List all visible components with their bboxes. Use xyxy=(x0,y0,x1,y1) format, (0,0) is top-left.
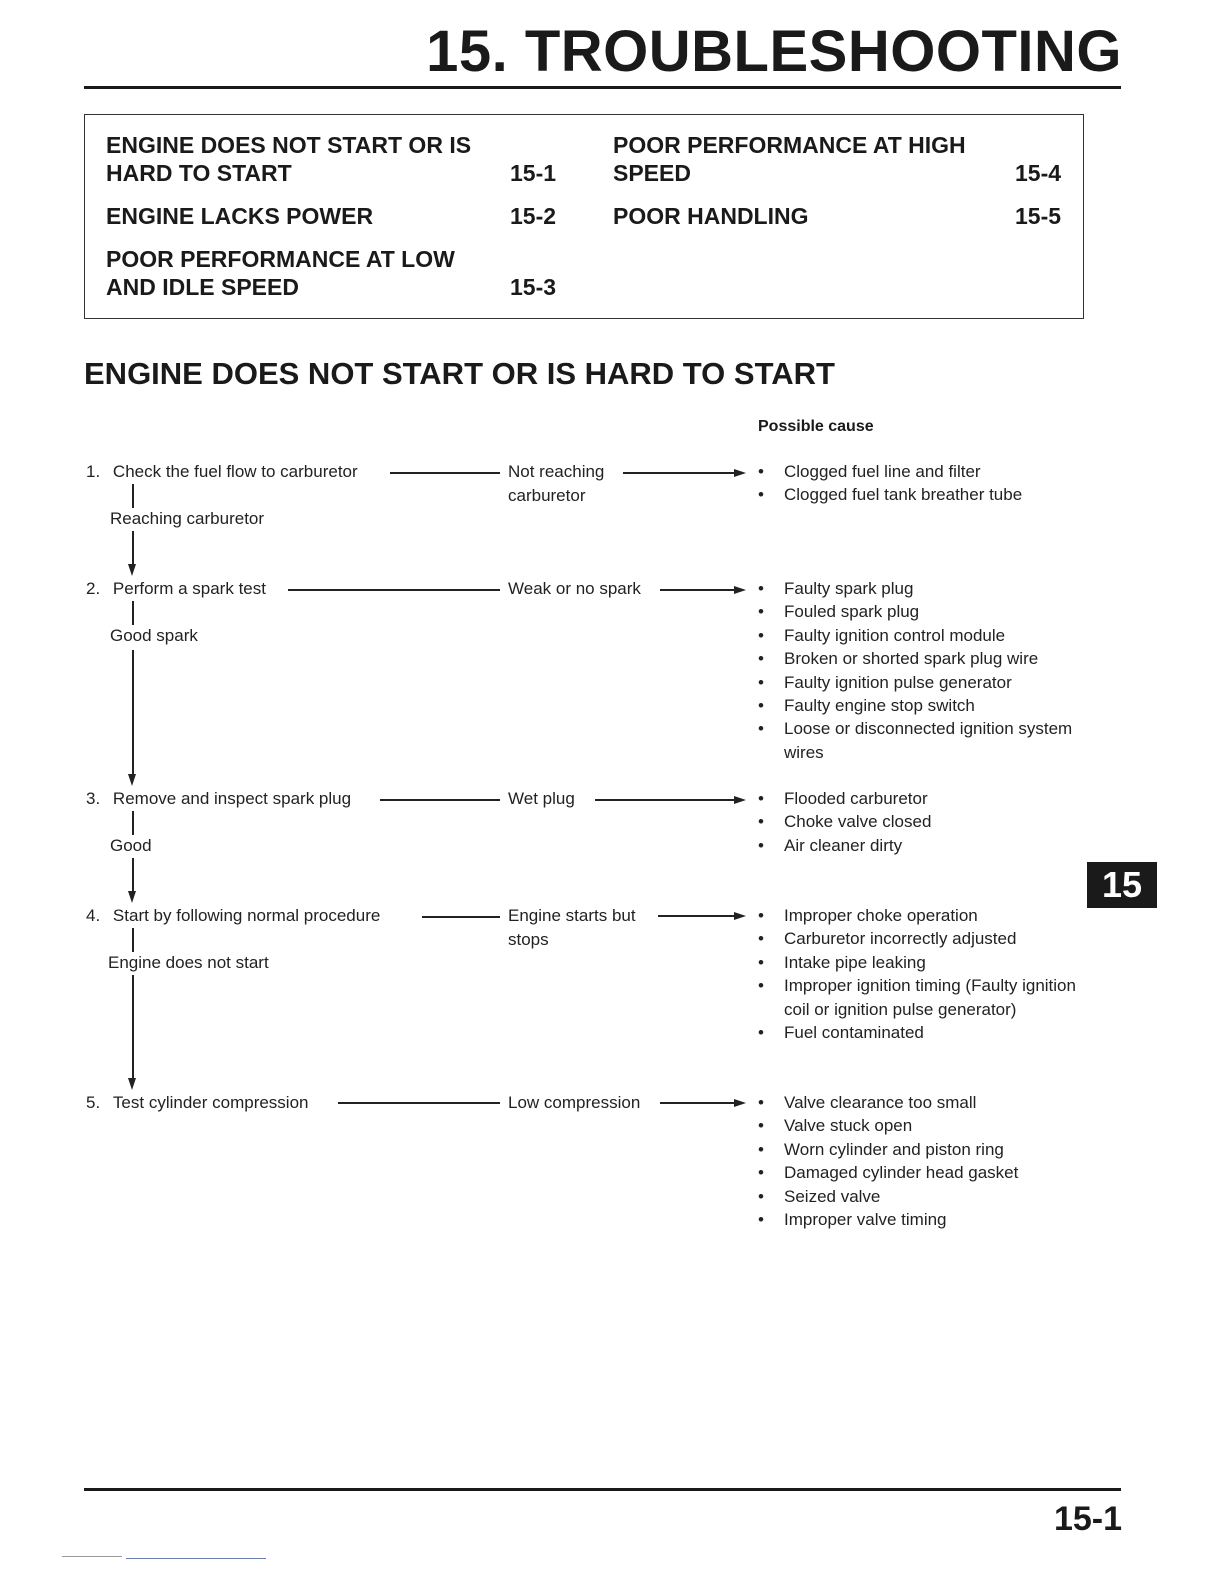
step-5-arrow-line xyxy=(660,1102,735,1104)
toc-item-3-page: 15-3 xyxy=(510,274,557,300)
step-4-causes xyxy=(758,904,1084,1044)
cause-item: • Valve clearance too small xyxy=(758,1093,977,1112)
toc-item-4-title[interactable]: POOR PERFORMANCE AT HIGH SPEED xyxy=(613,132,966,186)
step-2-pass-label: Good spark xyxy=(110,626,198,645)
step-2-causes xyxy=(758,577,1084,764)
step-4-arrow-line xyxy=(658,915,735,917)
cause-item: • Faulty spark plug xyxy=(758,579,914,598)
step-1-down-arrow-icon xyxy=(128,564,136,576)
cause-item: • Flooded carburetor xyxy=(758,789,928,808)
step-4-pass-tick xyxy=(132,928,134,952)
possible-cause-header: Possible cause xyxy=(758,418,874,435)
step-1-connector xyxy=(390,472,500,474)
cause-item: • Improper ignition timing (Faulty ignition coil or ignition pulse generator) xyxy=(758,976,1076,1019)
step-3-pass-tick xyxy=(132,811,134,835)
footer-mark xyxy=(62,1556,122,1557)
step-4-arrow-icon xyxy=(734,912,746,920)
cause-item: • Improper valve timing xyxy=(758,1210,947,1230)
cause-item: • Improper choke operation xyxy=(758,906,978,925)
step-5-arrow-icon xyxy=(734,1099,746,1107)
step-2-pass-tick xyxy=(132,601,134,625)
step-2-down-arrow-icon xyxy=(128,774,136,786)
toc-item-1-page: 15-1 xyxy=(510,160,557,186)
page-number: 15-1 xyxy=(1053,1500,1122,1538)
toc-item-4-page: 15-4 xyxy=(1015,160,1062,186)
step-5-connector xyxy=(338,1102,500,1104)
step-3-connector xyxy=(380,799,500,801)
cause-item: • Carburetor incorrectly adjusted xyxy=(758,929,1017,949)
cause-item: • Faulty ignition pulse generator xyxy=(758,672,1012,692)
cause-item: • Fouled spark plug xyxy=(758,602,920,622)
step-4-connector xyxy=(422,916,500,918)
cause-item: • Damaged cylinder head gasket xyxy=(758,1163,1019,1183)
step-4-down-arrow-icon xyxy=(128,1078,136,1090)
cause-item: • Intake pipe leaking xyxy=(758,952,926,972)
step-1-pass-tick xyxy=(132,484,134,508)
toc-item-1-title[interactable]: ENGINE DOES NOT START OR IS HARD TO START xyxy=(106,132,472,186)
toc-item-3-title[interactable]: POOR PERFORMANCE AT LOW AND IDLE SPEED xyxy=(106,246,455,300)
step-4: 4. Start by following normal procedure xyxy=(86,906,381,925)
cause-item: • Clogged fuel line and filter xyxy=(758,462,981,481)
cause-item: • Worn cylinder and piston ring xyxy=(758,1139,1004,1159)
footer-rule xyxy=(84,1488,1121,1491)
step-1-arrow-icon xyxy=(734,469,746,477)
step-2-connector xyxy=(288,589,500,591)
step-5: 5. Test cylinder compression xyxy=(86,1093,309,1112)
cause-item: • Seized valve xyxy=(758,1186,881,1206)
cause-item: • Broken or shorted spark plug wire xyxy=(758,649,1039,669)
step-1-causes xyxy=(758,460,1084,507)
cause-item: • Loose or disconnected ignition system wires xyxy=(758,719,1073,762)
cause-item: • Choke valve closed xyxy=(758,812,932,832)
cause-item: • Faulty ignition control module xyxy=(758,625,1006,645)
step-1: 1. Check the fuel flow to carburetor xyxy=(86,462,358,481)
footer-mark xyxy=(126,1558,266,1559)
step-2: 2. Perform a spark test xyxy=(86,579,266,598)
step-3-pass-label: Good xyxy=(110,836,152,855)
section-heading: ENGINE DOES NOT START OR IS HARD TO START xyxy=(84,356,835,391)
step-3-arrow-icon xyxy=(734,796,746,804)
step-1-arrow-line xyxy=(623,472,735,474)
cause-item: • Air cleaner dirty xyxy=(758,835,903,855)
toc-item-5-title[interactable]: POOR HANDLING xyxy=(613,203,809,229)
step-1-pass-label: Reaching carburetor xyxy=(110,509,265,528)
cause-item: • Valve stuck open xyxy=(758,1116,913,1136)
step-3: 3. Remove and inspect spark plug xyxy=(86,789,352,808)
step-2-branch: Weak or no spark xyxy=(508,579,641,598)
step-1-down-line xyxy=(132,531,134,565)
toc-item-2-page: 15-2 xyxy=(510,203,557,229)
step-5-branch: Low compression xyxy=(508,1093,641,1112)
toc-item-2-title[interactable]: ENGINE LACKS POWER xyxy=(106,203,374,229)
step-3-arrow-line xyxy=(595,799,735,801)
cause-item: • Faulty engine stop switch xyxy=(758,696,975,716)
section-tab-marker: 15 xyxy=(1087,862,1157,908)
chapter-title: 15. TROUBLESHOOTING xyxy=(426,19,1122,84)
step-5-causes xyxy=(758,1091,1084,1231)
toc-item-5-page: 15-5 xyxy=(1015,203,1062,229)
step-4-down-line xyxy=(132,975,134,1079)
step-3-down-line xyxy=(132,858,134,892)
header-rule xyxy=(84,86,1121,89)
step-3-down-arrow-icon xyxy=(128,891,136,903)
step-1-branch: Not reaching carburetor xyxy=(508,462,605,505)
step-2-arrow-icon xyxy=(734,586,746,594)
step-2-down-line xyxy=(132,650,134,775)
step-2-arrow-line xyxy=(660,589,735,591)
step-4-pass-label: Engine does not start xyxy=(108,953,269,972)
cause-item: • Clogged fuel tank breather tube xyxy=(758,485,1023,505)
cause-item: • Fuel contaminated xyxy=(758,1023,924,1043)
step-3-causes xyxy=(758,787,1084,857)
step-3-branch: Wet plug xyxy=(508,789,575,808)
step-4-branch: Engine starts but stops xyxy=(508,906,636,949)
